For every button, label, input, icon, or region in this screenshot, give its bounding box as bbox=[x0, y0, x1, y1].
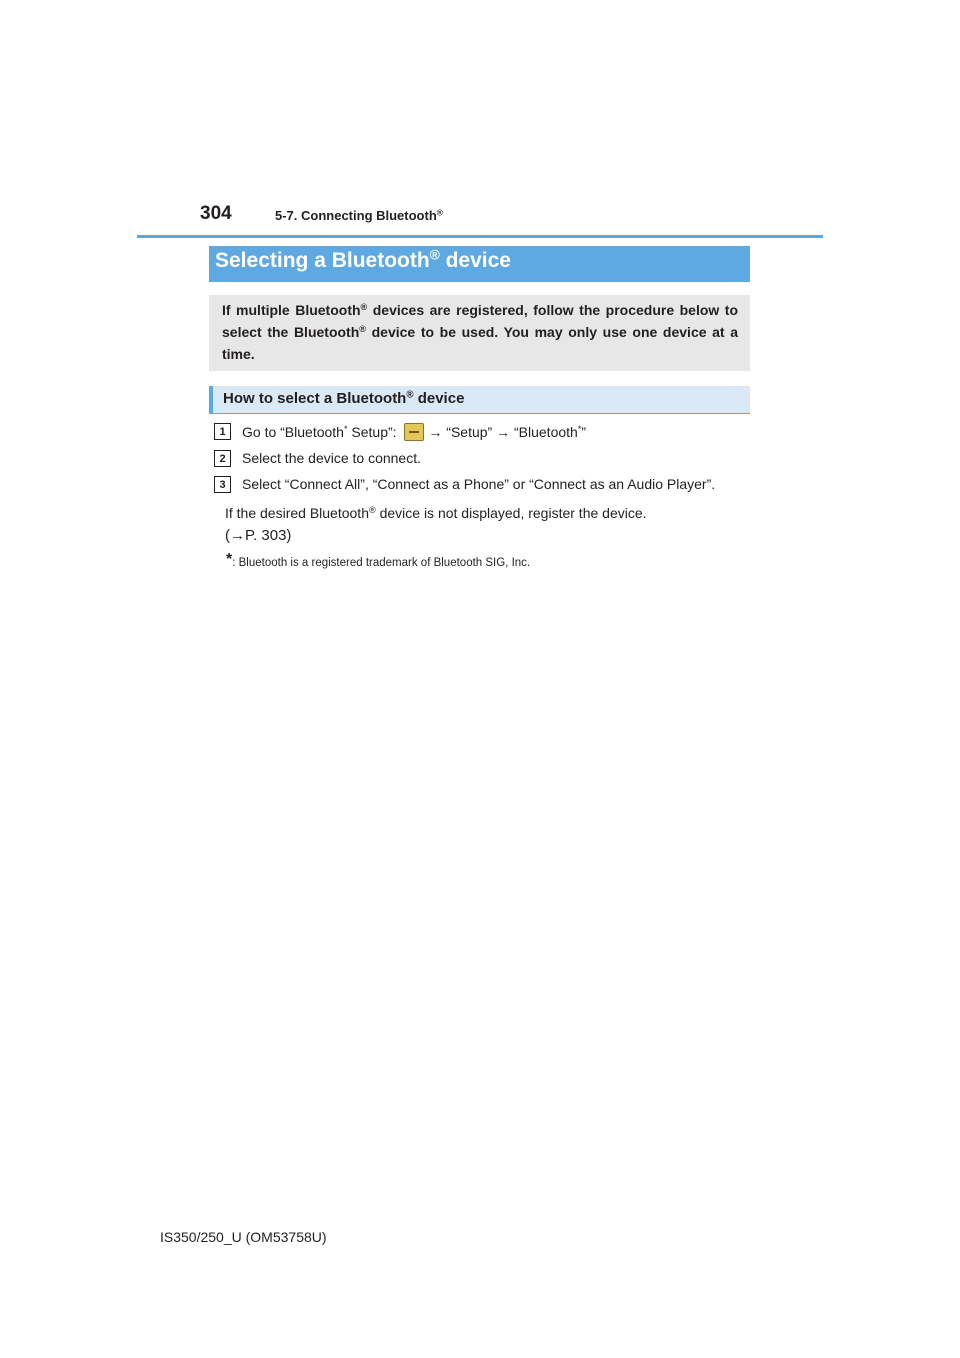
page-number: 304 bbox=[200, 203, 232, 224]
menu-button-icon bbox=[404, 423, 424, 441]
step-note: If the desired Bluetooth® device is not displayed, register the device. (→P. 303) bbox=[225, 505, 647, 544]
page-reference-link[interactable]: (→P. 303) bbox=[225, 527, 292, 544]
step-list bbox=[214, 421, 754, 501]
section-heading: Selecting a Bluetooth® device bbox=[215, 247, 511, 272]
step-number: 2 bbox=[214, 450, 231, 467]
page-footer: IS350/250_U (OM53758U) bbox=[160, 1229, 327, 1245]
page-header bbox=[137, 203, 823, 238]
step-number: 1 bbox=[214, 423, 231, 440]
step-number: 3 bbox=[214, 476, 231, 493]
step-item: 1 Go to “Bluetooth* Setup”: → “Setup” → “Bluetooth*” bbox=[214, 421, 754, 448]
section-title: 5-7. Connecting Bluetooth® bbox=[275, 207, 443, 223]
step-item: 3 Select “Connect All”, “Connect as a Phone” or “Connect as an Audio Player”. bbox=[214, 474, 754, 501]
section-heading-band bbox=[209, 246, 750, 282]
footnote: *: Bluetooth is a registered trademark of Bluetooth SIG, Inc. bbox=[226, 551, 531, 569]
step-item: 2 Select the device to connect. bbox=[214, 448, 754, 475]
subsection-heading: How to select a Bluetooth® device bbox=[209, 386, 750, 414]
intro-box: If multiple Bluetooth® devices are registered, follow the procedure below to select the Bluetooth® device to be used. You may only use one device at a time. bbox=[209, 295, 750, 371]
